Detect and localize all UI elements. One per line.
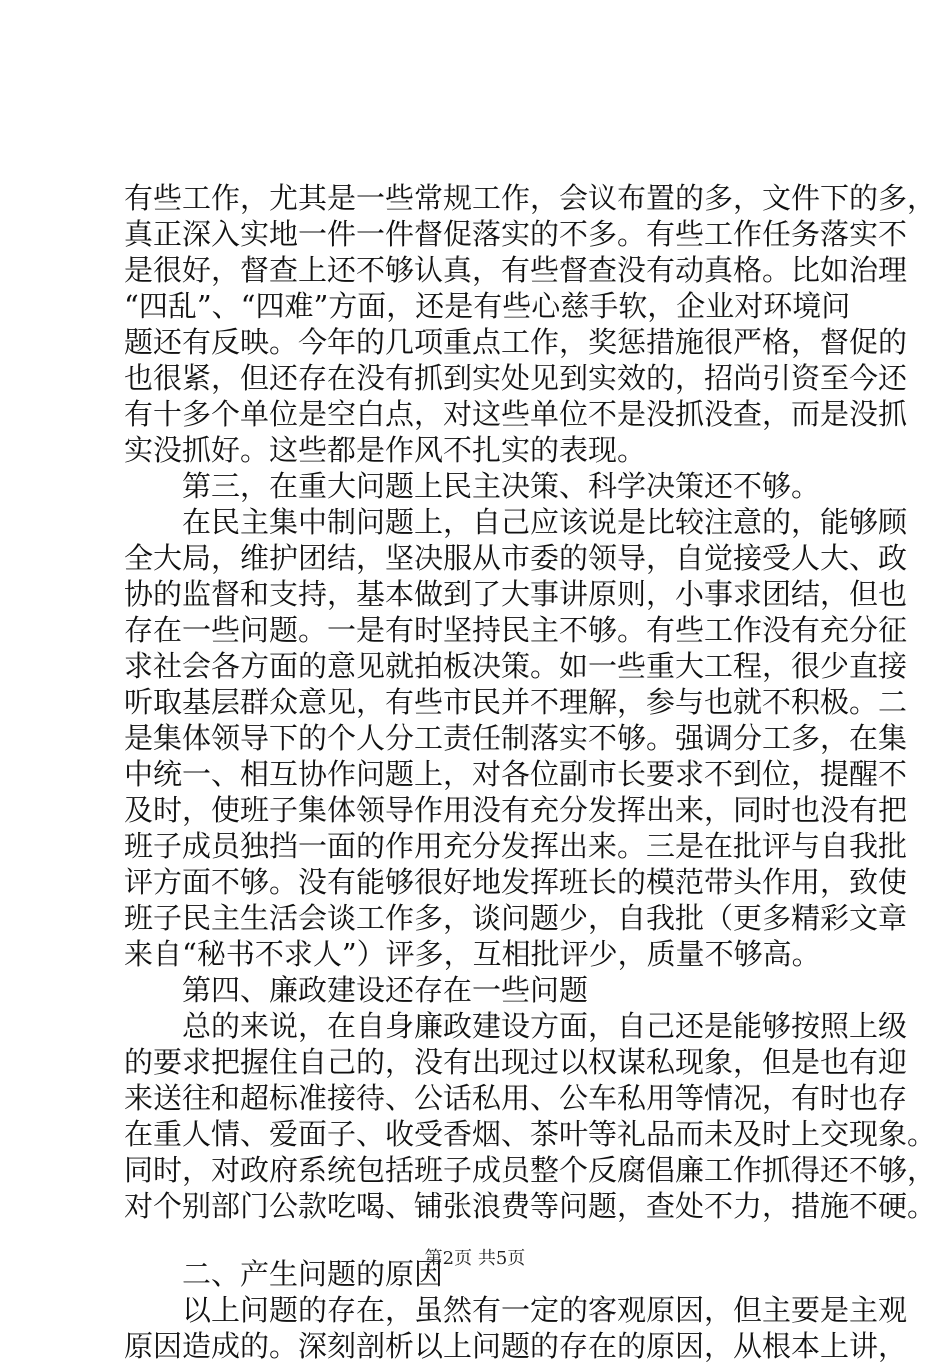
text-line: 原因造成的。深刻剖析以上问题的存在的原因，从根本上讲， bbox=[124, 1329, 908, 1363]
text-line: 对个别部门公款吃喝、铺张浪费等问题，查处不力，措施不硬。 bbox=[124, 1189, 937, 1223]
text-line: 是很好，督查上还不够认真，有些督查没有动真格。比如治理 bbox=[124, 253, 908, 287]
text-line: 来送往和超标准接待、公话私用、公车私用等情况，有时也存 bbox=[124, 1081, 908, 1115]
text-line: 班子民主生活会谈工作多，谈问题少，自我批（更多精彩文章 bbox=[124, 901, 908, 935]
section-heading: 第四、廉政建设还存在一些问题 bbox=[124, 973, 589, 1007]
text-line: “四乱”、“四难”方面，还是有些心慈手软，企业对环境问 bbox=[124, 289, 851, 323]
text-line: 实没抓好。这些都是作风不扎实的表现。 bbox=[124, 433, 647, 467]
text-line: 在重人情、爱面子、收受香烟、茶叶等礼品而未及时上交现象。 bbox=[124, 1117, 937, 1151]
text-line: 是集体领导下的个人分工责任制落实不够。强调分工多，在集 bbox=[124, 721, 908, 755]
text-line: 有十多个单位是空白点，对这些单位不是没抓没查，而是没抓 bbox=[124, 397, 908, 431]
text-line: 以上问题的存在，虽然有一定的客观原因，但主要是主观 bbox=[124, 1293, 908, 1327]
text-line: 班子成员独挡一面的作用充分发挥出来。三是在批评与自我批 bbox=[124, 829, 908, 863]
text-line: 同时，对政府系统包括班子成员整个反腐倡廉工作抓得还不够， bbox=[124, 1153, 937, 1187]
text-line: 题还有反映。今年的几项重点工作，奖惩措施很严格，督促的 bbox=[124, 325, 908, 359]
text-line: 总的来说，在自身廉政建设方面，自己还是能够按照上级 bbox=[124, 1009, 908, 1043]
text-line: 有些工作，尤其是一些常规工作，会议布置的多，文件下的多， bbox=[124, 181, 937, 215]
text-line: 评方面不够。没有能够很好地发挥班长的模范带头作用，致使 bbox=[124, 865, 908, 899]
text-line: 来自“秘书不求人”）评多，互相批评少，质量不够高。 bbox=[124, 937, 821, 971]
text-line: 真正深入实地一件一件督促落实的不多。有些工作任务落实不 bbox=[124, 217, 908, 251]
text-line: 的要求把握住自己的，没有出现过以权谋私现象，但是也有迎 bbox=[124, 1045, 908, 1079]
section-heading: 第三，在重大问题上民主决策、科学决策还不够。 bbox=[124, 469, 821, 503]
text-line: 及时，使班子集体领导作用没有充分发挥出来，同时也没有把 bbox=[124, 793, 908, 827]
text-line: 听取基层群众意见，有些市民并不理解，参与也就不积极。二 bbox=[124, 685, 908, 719]
text-line: 全大局，维护团结，坚决服从市委的领导，自觉接受人大、政 bbox=[124, 541, 908, 575]
page-footer: 第2页 共5页 bbox=[424, 1248, 526, 1269]
section-heading: 二、产生问题的原因 bbox=[124, 1257, 444, 1291]
text-line: 中统一、相互协作问题上，对各位副市长要求不到位，提醒不 bbox=[124, 757, 908, 791]
text-line: 协的监督和支持，基本做到了大事讲原则，小事求团结，但也 bbox=[124, 577, 908, 611]
text-line: 存在一些问题。一是有时坚持民主不够。有些工作没有充分征 bbox=[124, 613, 908, 647]
text-line: 求社会各方面的意见就拍板决策。如一些重大工程，很少直接 bbox=[124, 649, 908, 683]
document-body bbox=[124, 180, 937, 1364]
text-line: 在民主集中制问题上，自己应该说是比较注意的，能够顾 bbox=[124, 505, 908, 539]
text-line: 也很紧，但还存在没有抓到实处见到实效的，招尚引资至今还 bbox=[124, 361, 908, 395]
